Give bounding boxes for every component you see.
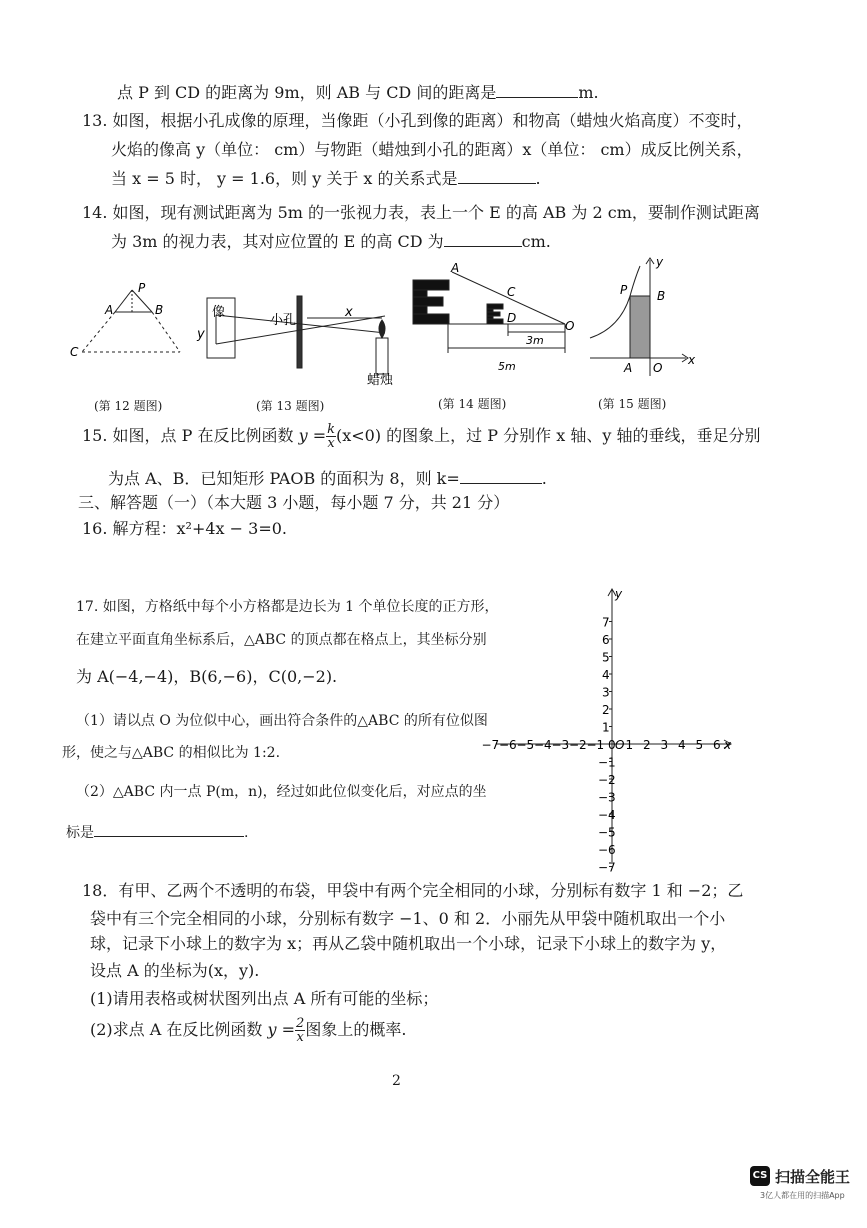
caption-fig15: (第 15 题图) xyxy=(598,397,667,411)
f14-label-5m: 5m xyxy=(498,360,516,373)
figure-13 xyxy=(207,296,388,374)
q15-fraction: $\frac{k}{x}$ xyxy=(327,422,335,451)
f12-label-b: B xyxy=(155,303,164,317)
y-tick-label: 4 xyxy=(602,668,610,682)
q13-line3: 当 x = 5 时， y = 1.6，则 y 关于 x 的关系式是 . xyxy=(111,169,541,188)
watermark-subtitle: 3亿人都在用的扫描App xyxy=(760,1191,845,1200)
q17-line7: 标是 . xyxy=(66,825,249,841)
q16: 16. 解方程：x²+4x − 3=0. xyxy=(82,519,288,538)
y-tick-label: 7 xyxy=(602,615,610,630)
q18-line1: 18．有甲、乙两个不透明的布袋，甲袋中有两个完全相同的小球，分别标有数字 1 和 −2；乙 xyxy=(82,881,744,900)
x-tick-label: −5 xyxy=(516,738,535,752)
x-tick-label: −1 xyxy=(586,738,605,752)
y-tick-label: 5 xyxy=(602,650,610,665)
answer-blank-13 xyxy=(458,183,536,184)
caption-fig13: (第 13 题图) xyxy=(256,399,325,413)
answer-blank-15 xyxy=(460,483,542,484)
figure-12 xyxy=(82,290,180,352)
f15-label-a: A xyxy=(624,361,633,375)
answer-blank-14 xyxy=(444,246,522,247)
x-tick-label: 3 xyxy=(660,738,669,752)
y-tick-label: 6 xyxy=(602,633,610,647)
q18-line4: 设点 A 的坐标为(x，y). xyxy=(90,961,260,980)
q17-line1: 17. 如图，方格纸中每个小方格都是边长为 1 个单位长度的正方形， xyxy=(76,599,499,615)
f12-label-a: A xyxy=(105,303,114,317)
watermark-title: 扫描全能王 xyxy=(775,1168,851,1186)
origin-label: O xyxy=(615,738,625,752)
q17-line6: （2）△ABC 内一点 P(m，n)，经过如此位似变化后，对应点的坐 xyxy=(76,784,487,800)
q15-line1: 15. 如图，点 P 在反比例函数 y = $\frac{k}{x}$ (x<0) 的图象上，过 P 分别作 x 轴、y 轴的垂线，垂足分别 xyxy=(82,422,761,451)
y-tick-label: 3 xyxy=(602,685,610,700)
x-tick-label: 0 xyxy=(608,738,616,752)
f15-label-b: B xyxy=(657,289,666,303)
figure-15 xyxy=(590,258,688,376)
x-tick-label: −7 xyxy=(481,738,500,752)
f14-label-a: A xyxy=(451,261,460,275)
page-number: 2 xyxy=(392,1073,401,1089)
f14-label-o: O xyxy=(565,319,575,333)
q17-line2: 在建立平面直角坐标系后，△ABC 的顶点都在格点上，其坐标分别 xyxy=(76,632,487,648)
f12-label-c: C xyxy=(70,345,79,359)
f14-label-c: C xyxy=(507,285,516,299)
q18-fraction: $\frac{2}{x}$ xyxy=(296,1016,305,1045)
section-3-heading: 三、解答题（一）（本大题 3 小题，每小题 7 分，共 21 分） xyxy=(78,493,510,512)
q17-line3: 为 A(−4,−4)，B(6,−6)，C(0,−2). xyxy=(76,667,338,686)
f13-label-image: 像 xyxy=(212,305,226,320)
camscanner-logo: CS xyxy=(750,1166,770,1186)
f12-label-p: P xyxy=(138,281,146,295)
q14-line1: 14. 如图，现有测试距离为 5m 的一张视力表，表上一个 E 的高 AB 为 2 cm，要制作测试距离 xyxy=(82,203,760,222)
y-tick-label: −7 xyxy=(598,860,616,875)
y-tick-label: −4 xyxy=(598,808,616,822)
y-tick-label: −3 xyxy=(598,790,616,805)
q18-line5: (1)请用表格或树状图列出点 A 所有可能的坐标； xyxy=(90,989,439,1008)
q18-line2: 袋中有三个完全相同的小球，分别标有数字 −1、0 和 2．小丽先从甲袋中随机取出一个小 xyxy=(90,909,726,928)
x-tick-label: 4 xyxy=(678,738,686,752)
coordinate-grid xyxy=(481,584,740,875)
q13-line2: 火焰的像高 y（单位： cm）与物距（蜡烛到小孔的距离）x（单位： cm）成反比例关系， xyxy=(111,140,753,159)
y-tick-label: −5 xyxy=(598,825,616,840)
caption-fig14: (第 14 题图) xyxy=(438,397,507,411)
x-tick-label: −2 xyxy=(569,738,587,752)
answer-blank-17 xyxy=(94,836,244,837)
answer-blank-12 xyxy=(496,97,578,98)
f15-label-p: P xyxy=(620,283,628,297)
q17-line4: （1）请以点 O 为位似中心，画出符合条件的△ABC 的所有位似图 xyxy=(76,713,488,729)
f13-label-y: y xyxy=(197,327,205,342)
y-tick-label: 2 xyxy=(602,703,610,717)
y-tick-label: −6 xyxy=(598,843,616,857)
f13-label-hole: 小孔 xyxy=(270,313,297,328)
y-tick-label: 1 xyxy=(602,720,610,735)
f15-label-y: y xyxy=(656,255,664,269)
x-axis-label: x xyxy=(724,738,732,752)
f14-label-d: D xyxy=(507,311,517,325)
q13-line1: 13. 如图，根据小孔成像的原理，当像距（小孔到像的距离）和物高（蜡烛火焰高度）不变时， xyxy=(82,111,753,130)
figures-row xyxy=(60,255,710,388)
x-tick-label: −3 xyxy=(551,738,570,752)
q15-line2: 为点 A、B．已知矩形 PAOB 的面积为 8，则 k= . xyxy=(108,469,547,488)
q14-line2: 为 3m 的视力表，其对应位置的 E 的高 CD 为 cm. xyxy=(111,232,551,251)
f15-label-x: x xyxy=(688,353,696,367)
y-axis-label: y xyxy=(615,587,623,601)
q17-line5: 形，使之与△ABC 的相似比为 1:2. xyxy=(62,745,281,761)
q18-line6: (2)求点 A 在反比例函数 y = $\frac{2}{x}$ 图象上的概率. xyxy=(90,1016,407,1045)
f14-label-3m: 3m xyxy=(526,334,544,347)
x-tick-label: −6 xyxy=(499,738,517,752)
x-tick-label: 1 xyxy=(625,738,634,752)
q18-line3: 球，记录下小球上的数字为 x；再从乙袋中随机取出一个小球，记录下小球上的数字为 y， xyxy=(90,934,727,953)
x-tick-label: 5 xyxy=(695,738,704,752)
f15-label-o: O xyxy=(653,361,663,375)
y-tick-label: −2 xyxy=(598,773,616,787)
f13-label-x: x xyxy=(345,305,353,320)
f13-label-candle: 蜡烛 xyxy=(367,373,394,388)
x-tick-label: 6 xyxy=(713,738,721,752)
q12-tail: 点 P 到 CD 的距离为 9m，则 AB 与 CD 间的距离是 m. xyxy=(117,83,599,102)
x-tick-label: −4 xyxy=(534,738,552,752)
x-tick-label: 2 xyxy=(643,738,651,752)
caption-fig12: (第 12 题图) xyxy=(94,399,163,413)
y-tick-label: −1 xyxy=(598,755,616,770)
